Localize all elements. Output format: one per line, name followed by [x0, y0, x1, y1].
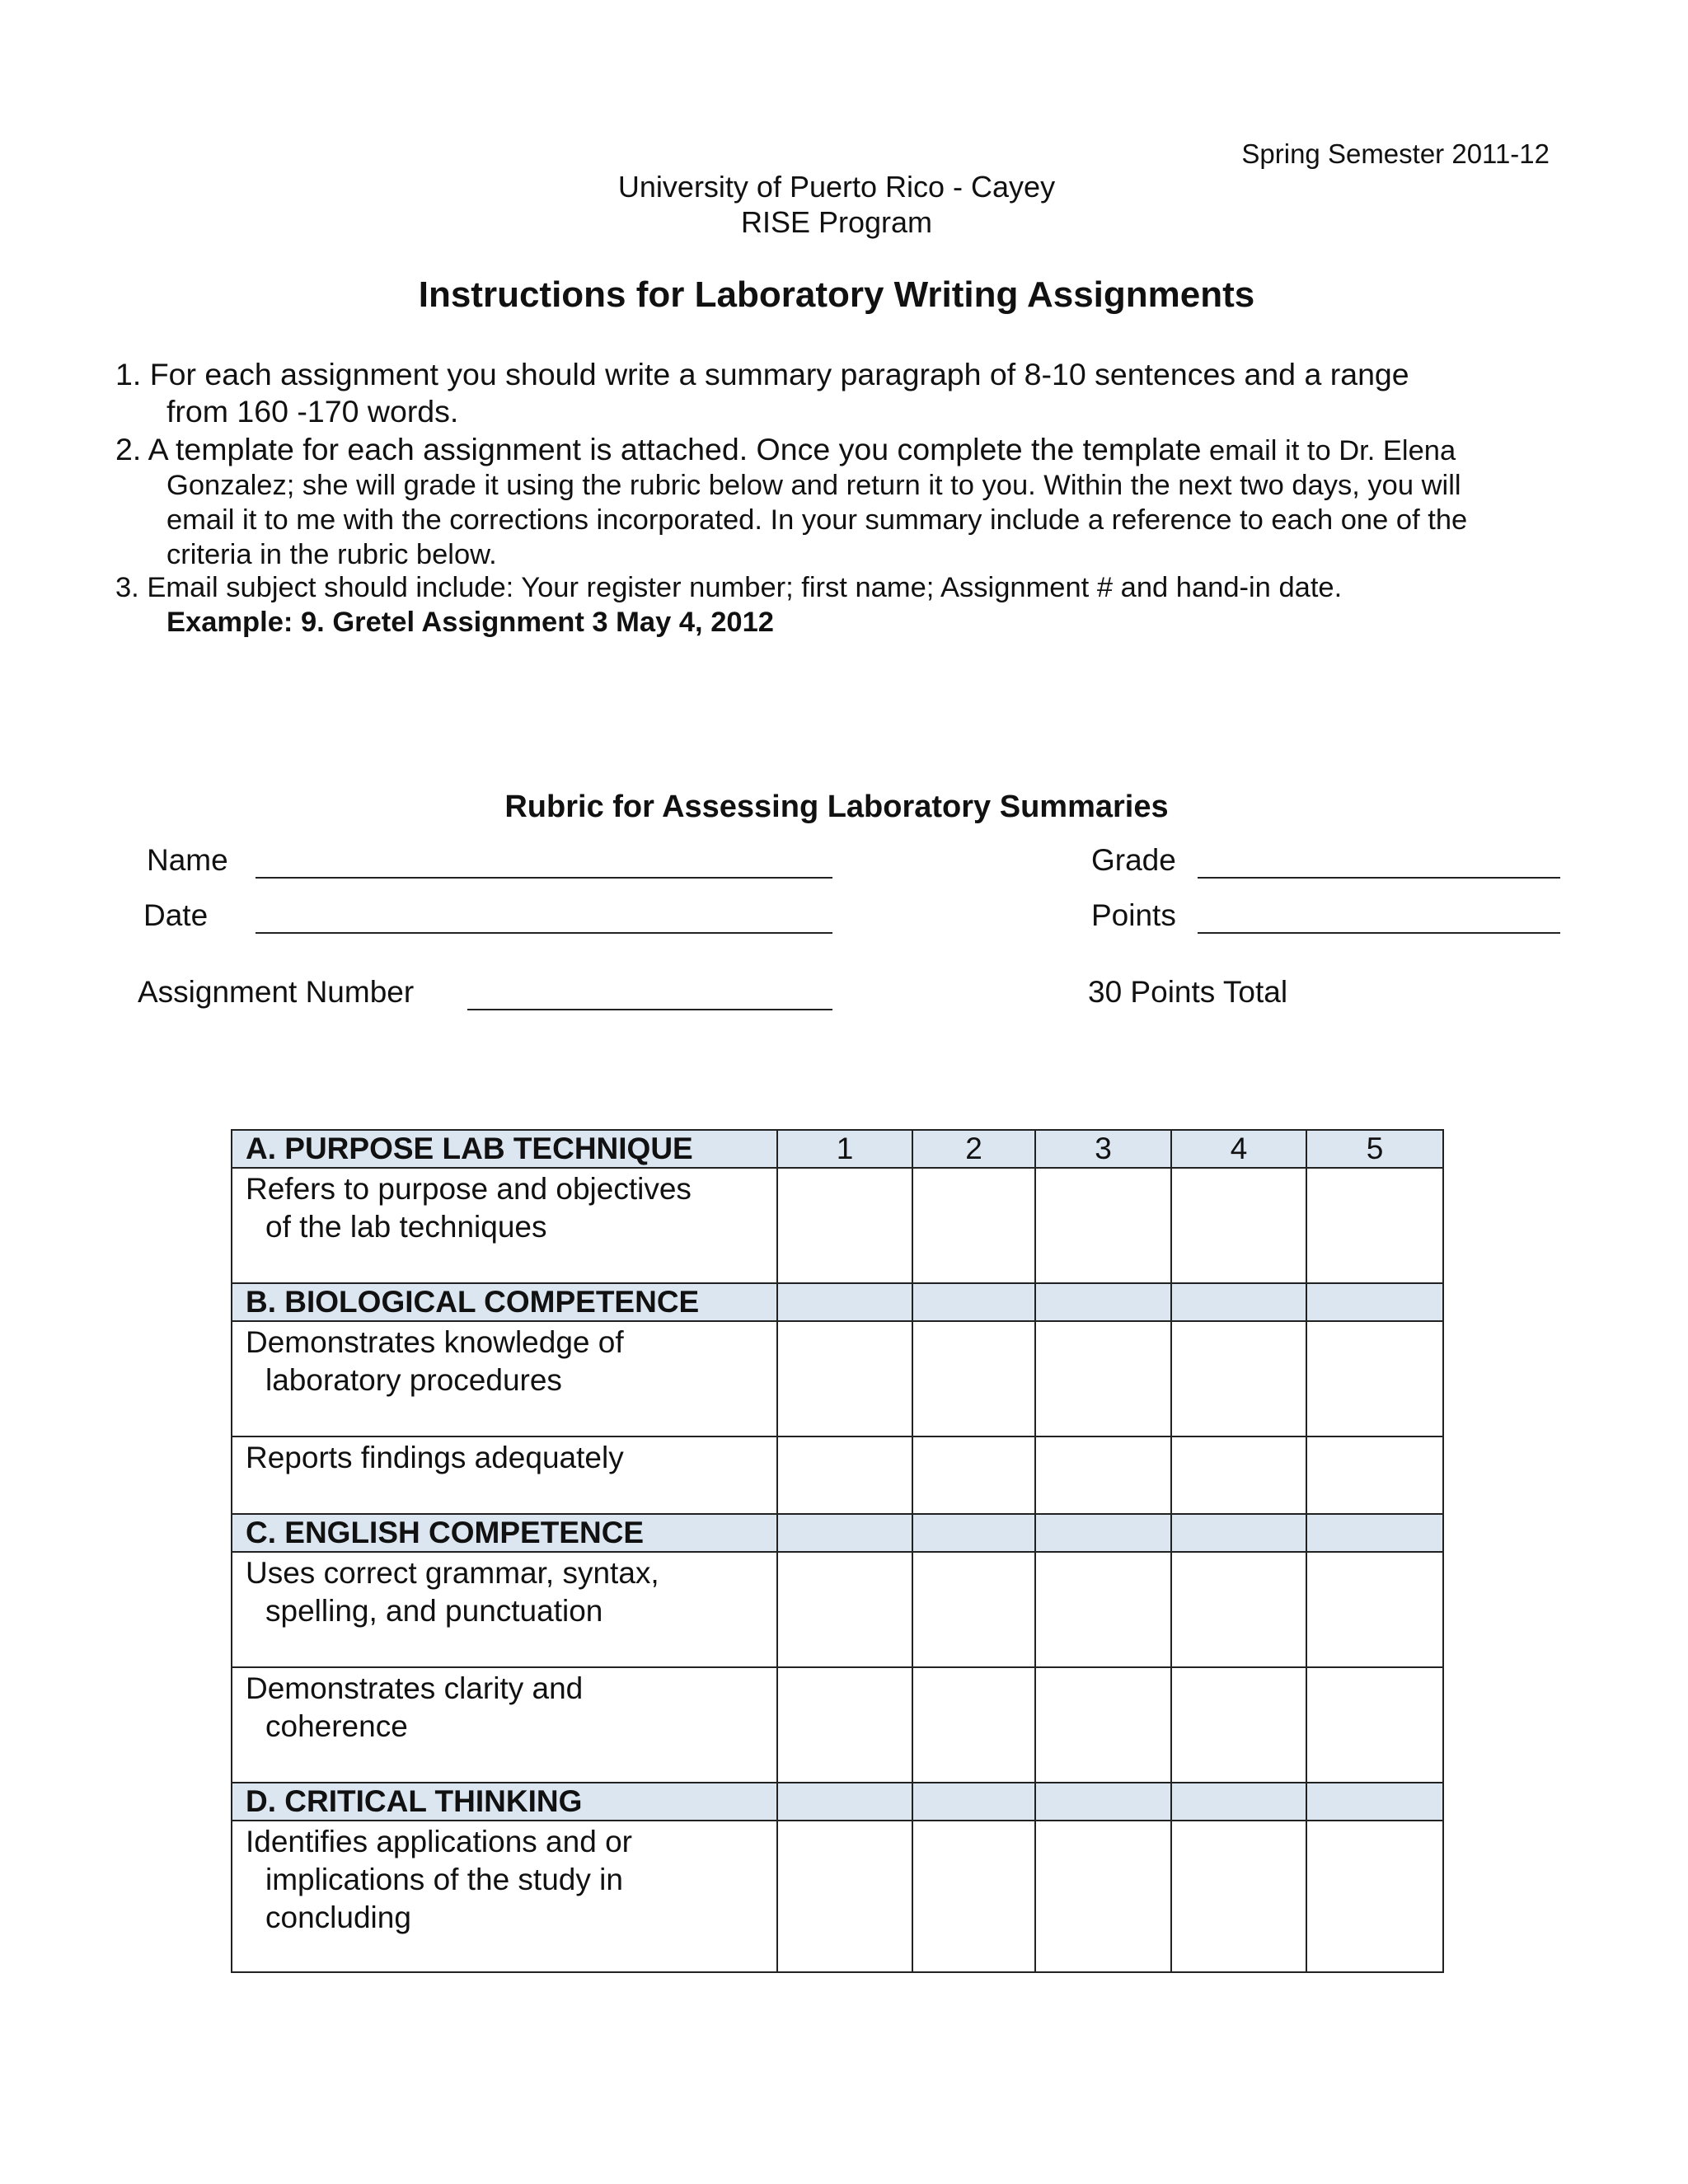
name-field[interactable]	[256, 877, 832, 879]
section-cell	[912, 1514, 1035, 1552]
score-cell[interactable]	[912, 1552, 1035, 1667]
instruction-2-line-1-tail: email it to Dr. Elena	[1201, 435, 1456, 466]
instruction-2-line-1	[115, 431, 1566, 468]
score-cell[interactable]	[1306, 1168, 1443, 1283]
criterion-text: Uses correct grammar, syntax,	[246, 1556, 659, 1590]
instruction-2-line-2: Gonzalez; she will grade it using the rubric below and return it to you. Within the next two days, you will	[166, 470, 1461, 501]
grade-field[interactable]	[1198, 877, 1560, 879]
instruction-1-line-1: 1. For each assignment you should write a summary paragraph of 8-10 sentences and a range	[115, 357, 1409, 391]
instruction-1-line-2: from 160 -170 words.	[166, 394, 459, 429]
section-b-title: B. BIOLOGICAL COMPETENCE	[232, 1283, 777, 1321]
assignment-number-label: Assignment Number	[138, 975, 415, 1009]
score-cell[interactable]	[1306, 1667, 1443, 1783]
section-a-header	[232, 1130, 1443, 1168]
score-cell[interactable]	[777, 1821, 912, 1972]
criterion-text-cont: coherence	[265, 1709, 408, 1743]
section-c-header	[232, 1514, 1443, 1552]
score-cell[interactable]	[1171, 1821, 1306, 1972]
date-field[interactable]	[256, 932, 832, 934]
name-label: Name	[147, 843, 228, 877]
instruction-2	[115, 431, 1566, 572]
section-cell	[912, 1283, 1035, 1321]
section-cell	[1306, 1514, 1443, 1552]
score-cell[interactable]	[1171, 1667, 1306, 1783]
score-cell[interactable]	[1171, 1552, 1306, 1667]
criterion-row	[232, 1667, 1443, 1783]
rubric-title: Rubric for Assessing Laboratory Summaries	[504, 790, 1169, 824]
criterion-text-cont: implications of the study in	[265, 1863, 623, 1896]
criterion-row	[232, 1168, 1443, 1283]
section-cell	[1035, 1783, 1171, 1821]
criterion-text-cont: spelling, and punctuation	[265, 1594, 603, 1628]
score-cell[interactable]	[1035, 1667, 1171, 1783]
criterion-grammar	[232, 1552, 777, 1667]
criterion-row	[232, 1436, 1443, 1514]
score-cell[interactable]	[777, 1321, 912, 1436]
criterion-text: Reports findings adequately	[246, 1441, 624, 1474]
criterion-text-cont: concluding	[265, 1900, 411, 1934]
instruction-3-example: Example: 9. Gretel Assignment 3 May 4, 2012	[166, 607, 774, 638]
section-cell	[777, 1514, 912, 1552]
section-a-title: A. PURPOSE LAB TECHNIQUE	[232, 1130, 777, 1168]
score-cell[interactable]	[1035, 1168, 1171, 1283]
section-d-header	[232, 1783, 1443, 1821]
instruction-2-line-1-main: 2. A template for each assignment is attached. Once you complete the template	[115, 432, 1202, 466]
section-cell	[1171, 1514, 1306, 1552]
section-cell	[1306, 1283, 1443, 1321]
section-cell	[777, 1283, 912, 1321]
points-field[interactable]	[1198, 932, 1560, 934]
score-cell[interactable]	[1171, 1436, 1306, 1514]
score-cell[interactable]	[912, 1821, 1035, 1972]
criterion-clarity	[232, 1667, 777, 1783]
instruction-2-line-3: email it to me with the corrections incorporated. In your summary include a reference to each one of the	[166, 504, 1468, 536]
score-cell[interactable]	[1035, 1821, 1171, 1972]
section-cell	[1171, 1283, 1306, 1321]
page-title: Instructions for Laboratory Writing Assignments	[418, 274, 1255, 315]
document-header	[0, 169, 1673, 240]
university-name: University of Puerto Rico - Cayey	[617, 170, 1056, 204]
score-cell[interactable]	[1306, 1436, 1443, 1514]
score-cell[interactable]	[777, 1168, 912, 1283]
criterion-text: Demonstrates knowledge of	[246, 1325, 624, 1359]
section-cell	[1306, 1783, 1443, 1821]
score-cell[interactable]	[1306, 1552, 1443, 1667]
criterion-purpose	[232, 1168, 777, 1283]
rubric-table	[231, 1129, 1444, 1973]
score-cell[interactable]	[912, 1667, 1035, 1783]
score-cell[interactable]	[777, 1667, 912, 1783]
score-cell[interactable]	[1035, 1552, 1171, 1667]
section-b-header	[232, 1283, 1443, 1321]
score-header-2: 2	[912, 1130, 1035, 1168]
section-c-title: C. ENGLISH COMPETENCE	[232, 1514, 777, 1552]
section-cell	[777, 1783, 912, 1821]
score-header-4: 4	[1171, 1130, 1306, 1168]
criterion-text: Refers to purpose and objectives	[246, 1172, 692, 1206]
score-header-3: 3	[1035, 1130, 1171, 1168]
grade-label: Grade	[1091, 843, 1176, 877]
criterion-knowledge	[232, 1321, 777, 1436]
score-cell[interactable]	[1171, 1321, 1306, 1436]
criterion-applications	[232, 1821, 777, 1972]
score-cell[interactable]	[1035, 1321, 1171, 1436]
section-cell	[1035, 1283, 1171, 1321]
semester-label: Spring Semester 2011-12	[1241, 138, 1550, 169]
section-cell	[1035, 1514, 1171, 1552]
criterion-text-cont: laboratory procedures	[265, 1363, 562, 1397]
criterion-row	[232, 1321, 1443, 1436]
score-cell[interactable]	[912, 1321, 1035, 1436]
section-cell	[912, 1783, 1035, 1821]
score-cell[interactable]	[912, 1436, 1035, 1514]
total-points-label: 30 Points Total	[1088, 975, 1288, 1009]
score-cell[interactable]	[777, 1552, 912, 1667]
instruction-2-line-4: criteria in the rubric below.	[166, 539, 497, 570]
criterion-row	[232, 1552, 1443, 1667]
assignment-number-field[interactable]	[467, 1009, 832, 1010]
score-header-5: 5	[1306, 1130, 1443, 1168]
instruction-1	[115, 356, 1566, 430]
score-cell[interactable]	[1035, 1436, 1171, 1514]
date-label: Date	[143, 898, 209, 932]
criterion-findings	[232, 1436, 777, 1514]
score-cell[interactable]	[1306, 1821, 1443, 1972]
criterion-text: Identifies applications and or	[246, 1825, 632, 1858]
score-cell[interactable]	[1171, 1168, 1306, 1283]
section-cell	[1171, 1783, 1306, 1821]
criterion-row	[232, 1821, 1443, 1972]
program-name: RISE Program	[740, 205, 933, 239]
section-d-title: D. CRITICAL THINKING	[232, 1783, 777, 1821]
score-cell[interactable]	[777, 1436, 912, 1514]
points-label: Points	[1091, 898, 1176, 932]
instruction-3-line-1: 3. Email subject should include: Your register number; first name; Assignment # and hand-in date.	[115, 572, 1343, 603]
criterion-text-cont: of the lab techniques	[265, 1210, 547, 1244]
score-cell[interactable]	[912, 1168, 1035, 1283]
instruction-3	[115, 570, 1566, 640]
score-header-1: 1	[777, 1130, 912, 1168]
criterion-text: Demonstrates clarity and	[246, 1671, 584, 1705]
score-cell[interactable]	[1306, 1321, 1443, 1436]
